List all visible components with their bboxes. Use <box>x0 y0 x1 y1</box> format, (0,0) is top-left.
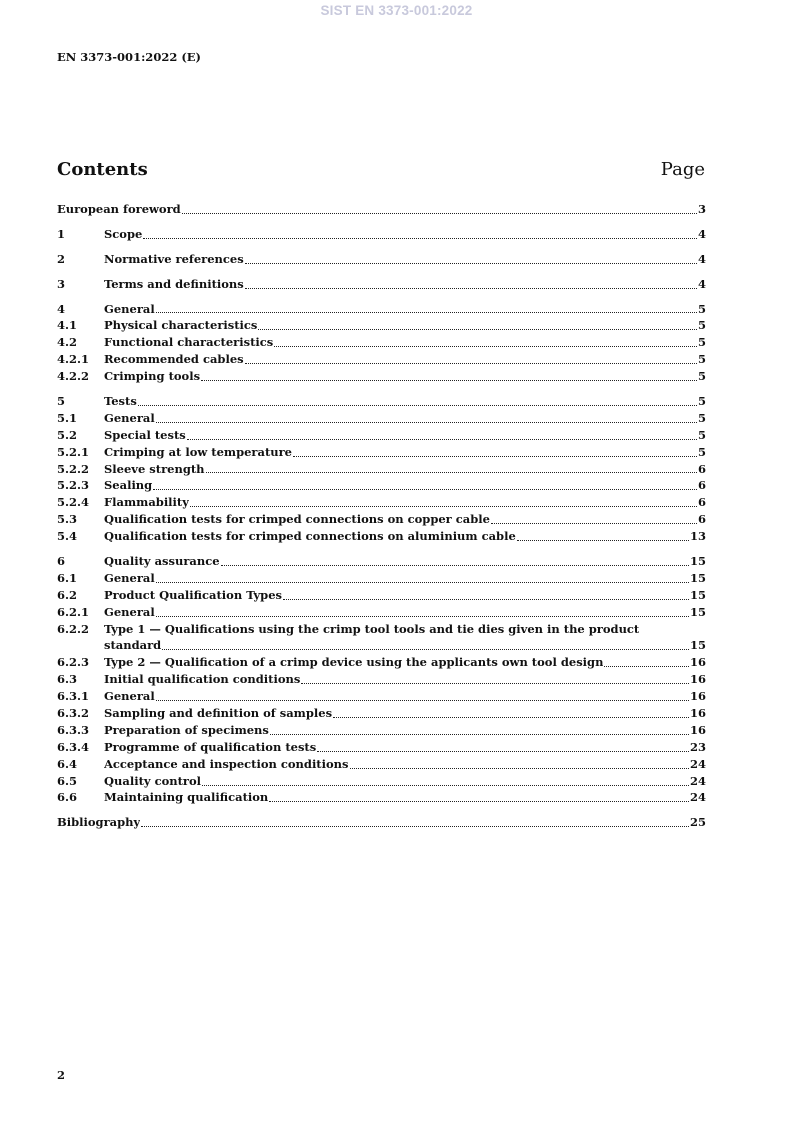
toc-entry-page: 15 <box>689 587 706 602</box>
toc-entry-title: General <box>104 570 155 585</box>
toc-entry-number: 4.2.2 <box>57 369 90 384</box>
toc-entry-number: 3 <box>57 276 66 291</box>
toc-entry[interactable] <box>57 621 706 655</box>
toc-entry-title: General <box>104 301 155 316</box>
toc-leader-dots <box>269 800 689 802</box>
table-of-contents <box>57 201 706 831</box>
toc-leader-dots <box>283 598 689 600</box>
toc-entry-title: Sampling and definition of samples <box>104 706 333 721</box>
toc-leader-dots <box>187 438 697 440</box>
toc-entry-page: 5 <box>697 444 706 459</box>
toc-entry-title: Crimping at low temperature <box>104 444 292 459</box>
toc-leader-dots <box>156 699 689 701</box>
toc-entry-title: Initial qualification conditions <box>104 672 301 687</box>
toc-leader-dots <box>156 615 689 617</box>
toc-entry-title: General <box>104 604 155 619</box>
toc-entry[interactable] <box>57 604 706 621</box>
watermark: SIST EN 3373-001:2022 <box>320 3 473 18</box>
toc-leader-dots <box>274 345 697 347</box>
toc-leader-dots <box>317 750 689 752</box>
toc-entry[interactable] <box>57 301 706 318</box>
toc-entry-page: 4 <box>697 226 706 241</box>
toc-entry-number: 4.2 <box>57 335 78 350</box>
toc-leader-dots <box>143 237 697 239</box>
toc-entry-title: General <box>104 410 155 425</box>
toc-leader-dots <box>245 287 697 289</box>
toc-leader-dots <box>206 471 697 473</box>
toc-entry[interactable] <box>57 226 706 243</box>
document-header: EN 3373-001:2022 (E) <box>57 50 201 64</box>
toc-entry[interactable] <box>57 705 706 722</box>
toc-leader-dots <box>258 328 697 330</box>
toc-leader-dots <box>153 488 697 490</box>
toc-leader-dots <box>221 564 689 566</box>
toc-entry[interactable] <box>57 334 706 351</box>
toc-leader-dots <box>138 404 697 406</box>
toc-entry-number: 6.2.2 <box>57 621 90 636</box>
toc-entry-page: 3 <box>697 201 706 216</box>
toc-entry-number: 6.3 <box>57 672 78 687</box>
toc-leader-dots <box>162 648 689 650</box>
toc-entry-title: Acceptance and inspection conditions <box>104 756 349 771</box>
toc-entry-page: 23 <box>689 739 706 754</box>
toc-entry-title: Sealing <box>104 478 153 493</box>
toc-entry-page: 16 <box>689 689 706 704</box>
toc-leader-dots <box>270 733 689 735</box>
toc-entry[interactable] <box>57 317 706 334</box>
toc-entry-title: Preparation of specimens <box>104 722 269 737</box>
toc-entry[interactable] <box>57 461 706 478</box>
toc-entry-number: 5.2.2 <box>57 461 90 476</box>
toc-entry-page: 4 <box>697 276 706 291</box>
contents-heading: Contents <box>57 159 148 180</box>
toc-entry-page: 24 <box>689 790 706 805</box>
toc-entry-title: Tests <box>104 394 137 408</box>
toc-entry[interactable] <box>57 587 706 604</box>
toc-entry-page: 6 <box>697 461 706 476</box>
toc-entry-number: 5 <box>57 394 66 408</box>
toc-entry-title-continued: standard <box>104 638 162 653</box>
toc-entry[interactable] <box>57 410 706 427</box>
toc-entry-number: 6.2.3 <box>57 655 90 670</box>
toc-entry-page: 25 <box>689 815 706 830</box>
toc-entry-number: 5.2.3 <box>57 478 90 493</box>
toc-leader-dots <box>201 379 697 381</box>
toc-entry[interactable] <box>57 477 706 494</box>
toc-entry[interactable] <box>57 276 706 293</box>
toc-entry-title: Product Qualification Types <box>104 587 283 602</box>
toc-entry-page: 15 <box>689 604 706 619</box>
toc-entry[interactable] <box>57 511 706 528</box>
toc-leader-dots <box>245 262 697 264</box>
toc-entry-title: Bibliography <box>57 815 141 830</box>
toc-entry-page: 16 <box>689 722 706 737</box>
toc-entry-title: General <box>104 689 155 704</box>
toc-entry-title: Qualification tests for crimped connections on aluminium cable <box>104 529 516 544</box>
toc-entry-title: Type 2 — Qualification of a crimp device using the applicants own tool design <box>104 655 604 670</box>
toc-entry-page: 15 <box>689 554 706 569</box>
toc-entry[interactable] <box>57 739 706 756</box>
toc-entry[interactable] <box>57 494 706 511</box>
toc-entry[interactable] <box>57 427 706 444</box>
toc-entry-page: 16 <box>689 672 706 687</box>
toc-leader-dots <box>604 665 689 667</box>
toc-entry-title: Functional characteristics <box>104 335 274 350</box>
toc-leader-dots <box>350 767 689 769</box>
toc-entry-title: Terms and definitions <box>104 276 244 291</box>
toc-entry[interactable] <box>57 722 706 739</box>
toc-leader-dots <box>293 455 697 457</box>
toc-entry-number: 6.1 <box>57 570 78 585</box>
toc-entry[interactable] <box>57 251 706 268</box>
toc-entry[interactable] <box>57 528 706 545</box>
toc-entry-title: Recommended cables <box>104 352 244 367</box>
toc-entry-page: 5 <box>697 352 706 367</box>
toc-entry-number: 5.4 <box>57 529 78 544</box>
toc-entry-page: 6 <box>697 512 706 527</box>
toc-entry[interactable] <box>57 368 706 385</box>
toc-entry-page: 4 <box>697 251 706 266</box>
toc-entry-title: Qualification tests for crimped connections on copper cable <box>104 512 490 527</box>
toc-entry-number: 6 <box>57 554 66 569</box>
toc-entry-number: 1 <box>57 226 66 241</box>
page-column-label: Page <box>660 159 705 180</box>
toc-entry-title: Scope <box>104 226 143 241</box>
toc-entry-number: 6.2 <box>57 587 78 602</box>
toc-entry-page: 24 <box>689 773 706 788</box>
toc-entry[interactable] <box>57 654 706 671</box>
toc-entry-page: 15 <box>689 570 706 585</box>
toc-entry-title: Flammability <box>104 495 189 510</box>
toc-entry-page: 5 <box>697 410 706 425</box>
toc-leader-dots <box>202 784 689 786</box>
toc-leader-dots <box>333 716 689 718</box>
toc-entry-number: 6.2.1 <box>57 604 90 619</box>
toc-entry[interactable] <box>57 444 706 461</box>
toc-entry[interactable] <box>57 351 706 368</box>
page-number: 2 <box>57 1068 66 1082</box>
toc-leader-dots <box>156 421 697 423</box>
toc-entry-title: Sleeve strength <box>104 461 205 476</box>
toc-leader-dots <box>141 825 689 827</box>
toc-leader-dots <box>517 539 689 541</box>
toc-entry-number: 5.2.4 <box>57 495 90 510</box>
toc-entry-page: 24 <box>689 756 706 771</box>
toc-entry[interactable] <box>57 201 706 218</box>
toc-entry-page: 13 <box>689 529 706 544</box>
toc-entry-number: 6.6 <box>57 790 78 805</box>
toc-entry-number: 6.3.4 <box>57 739 90 754</box>
toc-entry[interactable] <box>57 553 706 570</box>
toc-entry[interactable] <box>57 756 706 773</box>
toc-entry-page: 5 <box>697 318 706 333</box>
toc-leader-dots <box>182 212 697 214</box>
toc-entry[interactable] <box>57 688 706 705</box>
toc-entry-number: 6.3.3 <box>57 722 90 737</box>
toc-leader-dots <box>156 311 697 313</box>
toc-entry[interactable] <box>57 814 706 831</box>
toc-entry-title: Maintaining qualification <box>104 790 269 805</box>
toc-entry-page: 5 <box>697 394 706 408</box>
toc-entry[interactable] <box>57 790 706 807</box>
toc-entry-title: European foreword <box>57 201 181 216</box>
toc-entry[interactable] <box>57 773 706 790</box>
toc-entry-page: 16 <box>689 706 706 721</box>
toc-entry-page: 5 <box>697 427 706 442</box>
toc-entry-page: 5 <box>697 301 706 316</box>
toc-leader-dots <box>156 581 689 583</box>
toc-entry-number: 5.2.1 <box>57 444 90 459</box>
toc-entry[interactable] <box>57 671 706 688</box>
toc-entry-title: Special tests <box>104 427 186 442</box>
toc-entry-page: 16 <box>689 655 706 670</box>
toc-entry-title: Type 1 — Qualifications using the crimp tool tools and tie dies given in the product <box>104 621 640 636</box>
toc-entry-number: 4 <box>57 301 66 316</box>
toc-entry-title: Quality assurance <box>104 554 220 569</box>
toc-entry-title: Crimping tools <box>104 369 201 384</box>
toc-entry-page: 15 <box>689 638 706 653</box>
toc-entry-number: 6.4 <box>57 756 78 771</box>
toc-entry[interactable] <box>57 570 706 587</box>
toc-entry-title: Quality control <box>104 773 202 788</box>
toc-leader-dots <box>190 505 697 507</box>
toc-entry-number: 4.1 <box>57 318 78 333</box>
toc-entry-number: 6.3.2 <box>57 706 90 721</box>
toc-entry-number: 5.3 <box>57 512 78 527</box>
toc-entry-number: 5.1 <box>57 410 78 425</box>
toc-leader-dots <box>491 522 697 524</box>
toc-entry-number: 4.2.1 <box>57 352 90 367</box>
toc-entry-title: Programme of qualification tests <box>104 739 317 754</box>
toc-leader-dots <box>245 362 697 364</box>
toc-entry-page: 6 <box>697 495 706 510</box>
toc-entry-page: 5 <box>697 369 706 384</box>
toc-leader-dots <box>301 682 689 684</box>
toc-entry-number: 6.3.1 <box>57 689 90 704</box>
toc-entry-title: Normative references <box>104 251 244 266</box>
toc-entry[interactable] <box>57 393 706 410</box>
toc-entry-title: Physical characteristics <box>104 318 258 333</box>
toc-entry-page: 5 <box>697 335 706 350</box>
toc-entry-number: 2 <box>57 251 66 266</box>
toc-entry-page: 6 <box>697 478 706 493</box>
toc-entry-number: 5.2 <box>57 427 78 442</box>
toc-entry-number: 6.5 <box>57 773 78 788</box>
